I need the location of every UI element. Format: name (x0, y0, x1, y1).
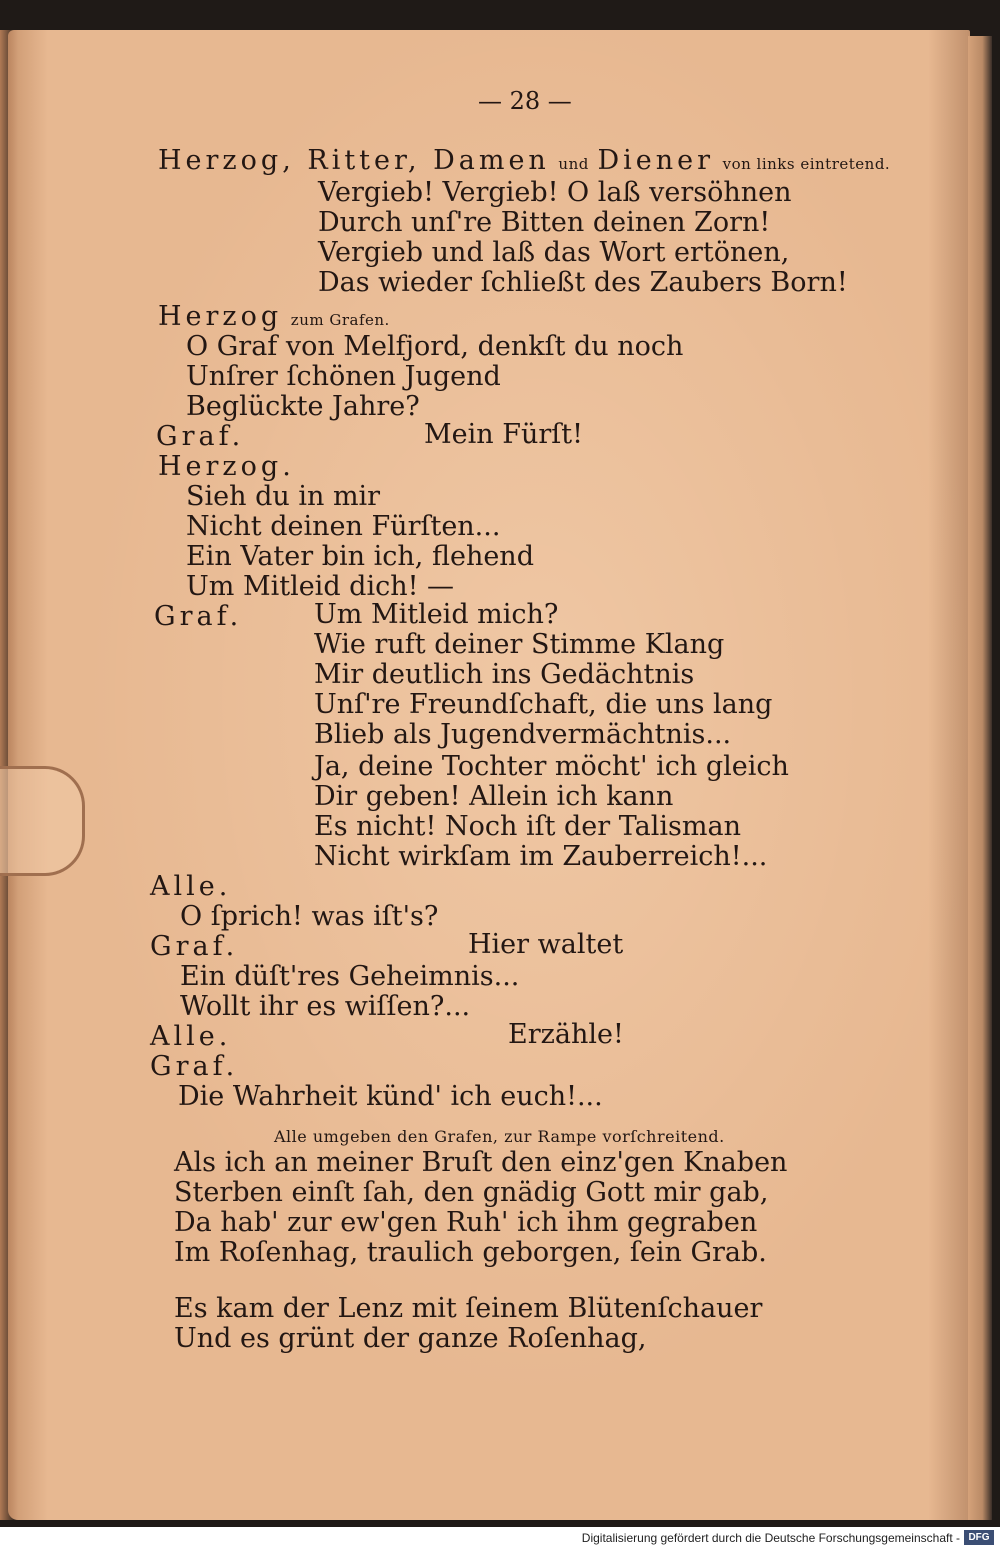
verse-line: Die Wahrheit künd' ich euch!... (178, 1081, 603, 1112)
speaker-name: Graf. (156, 421, 245, 452)
stage-direction: Alle umgeben den Grafen, zur Rampe vorſchreitend. (274, 1127, 725, 1146)
verse-line: Ein düſt'res Geheimnis... (180, 961, 520, 992)
verse-line: Mein Fürſt! (424, 419, 583, 450)
verse-line: Ein Vater bin ich, flehend (186, 541, 534, 572)
stage-direction: zum Grafen. (290, 311, 390, 329)
verse-line: Vergieb! Vergieb! O laß versöhnen (318, 177, 792, 208)
speaker-name: Herzog, Ritter, Damen (158, 145, 550, 176)
verse-line: Um Mitleid mich? (314, 599, 559, 630)
verse-line: Hier waltet (468, 929, 624, 960)
stage-heading (158, 146, 890, 179)
verse-line: Und es grünt der ganze Roſenhag, (174, 1323, 647, 1354)
verse-line: Nicht deinen Fürſten... (186, 511, 501, 542)
verse-line: Mir deutlich ins Gedächtnis (314, 659, 695, 690)
stage-conjunction: und (558, 155, 589, 173)
verse-line: Wollt ihr es wiſſen?... (180, 991, 471, 1022)
verse-line: Blieb als Jugendvermächtnis... (314, 719, 732, 750)
footer-bar (0, 1527, 1000, 1549)
speaker-name: Graf. (150, 1051, 239, 1082)
verse-line: Wie ruft deiner Stimme Klang (314, 629, 725, 660)
verse-line: O Graf von Melfjord, denkſt du noch (186, 331, 684, 362)
verse-line: Unſrer ſchönen Jugend (186, 361, 501, 392)
speaker-name: Herzog (158, 301, 283, 332)
verse-line: Sieh du in mir (186, 481, 381, 512)
verse-line: Erzähle! (508, 1019, 624, 1050)
verse-line: Durch unſ're Bitten deinen Zorn! (318, 207, 771, 238)
speaker-name: Diener (597, 145, 714, 176)
verse-line: Dir geben! Allein ich kann (314, 781, 674, 812)
verse-line: Ja, deine Tochter möcht' ich gleich (314, 751, 789, 782)
verse-line: O ſprich! was iſt's? (180, 901, 439, 932)
verse-line: Vergieb und laß das Wort ertönen, (318, 237, 790, 268)
verse-line: Unſ're Freundſchaft, die uns lang (314, 689, 773, 720)
speaker-name: Graf. (154, 601, 243, 632)
speaker-name: Graf. (150, 931, 239, 962)
verse-line: Es nicht! Noch iſt der Talisman (314, 811, 741, 842)
speaker-name: Herzog. (158, 451, 295, 482)
speaker-name: Alle. (150, 1021, 232, 1052)
verse-line: Da hab' zur ew'gen Ruh' ich ihm gegraben (174, 1207, 758, 1238)
speaker-name: Alle. (150, 871, 232, 902)
verse-line: Sterben einſt ſah, den gnädig Gott mir gab, (174, 1177, 769, 1208)
verse-line: Im Roſenhag, traulich geborgen, ſein Grab. (174, 1237, 767, 1268)
verse-line: Das wieder ſchließt des Zaubers Born! (318, 267, 848, 298)
footer-credit: Digitalisierung gefördert durch die Deutsche Forschungsgemeinschaft - (581, 1531, 960, 1545)
page-number: — 28 — (478, 87, 572, 115)
stage-direction: von links eintretend. (722, 155, 891, 173)
paper-clip-shadow (0, 766, 85, 876)
verse-line: Als ich an meiner Bruſt den einz'gen Knaben (174, 1147, 788, 1178)
page-right-edge (968, 36, 992, 1520)
dfg-logo: DFG (964, 1530, 994, 1545)
verse-line: Es kam der Lenz mit ſeinem Blütenſchauer (174, 1293, 763, 1324)
verse-line: Um Mitleid dich! — (186, 571, 455, 602)
verse-line: Beglückte Jahre? (186, 391, 420, 422)
verse-line: Nicht wirkſam im Zauberreich!... (314, 841, 768, 872)
